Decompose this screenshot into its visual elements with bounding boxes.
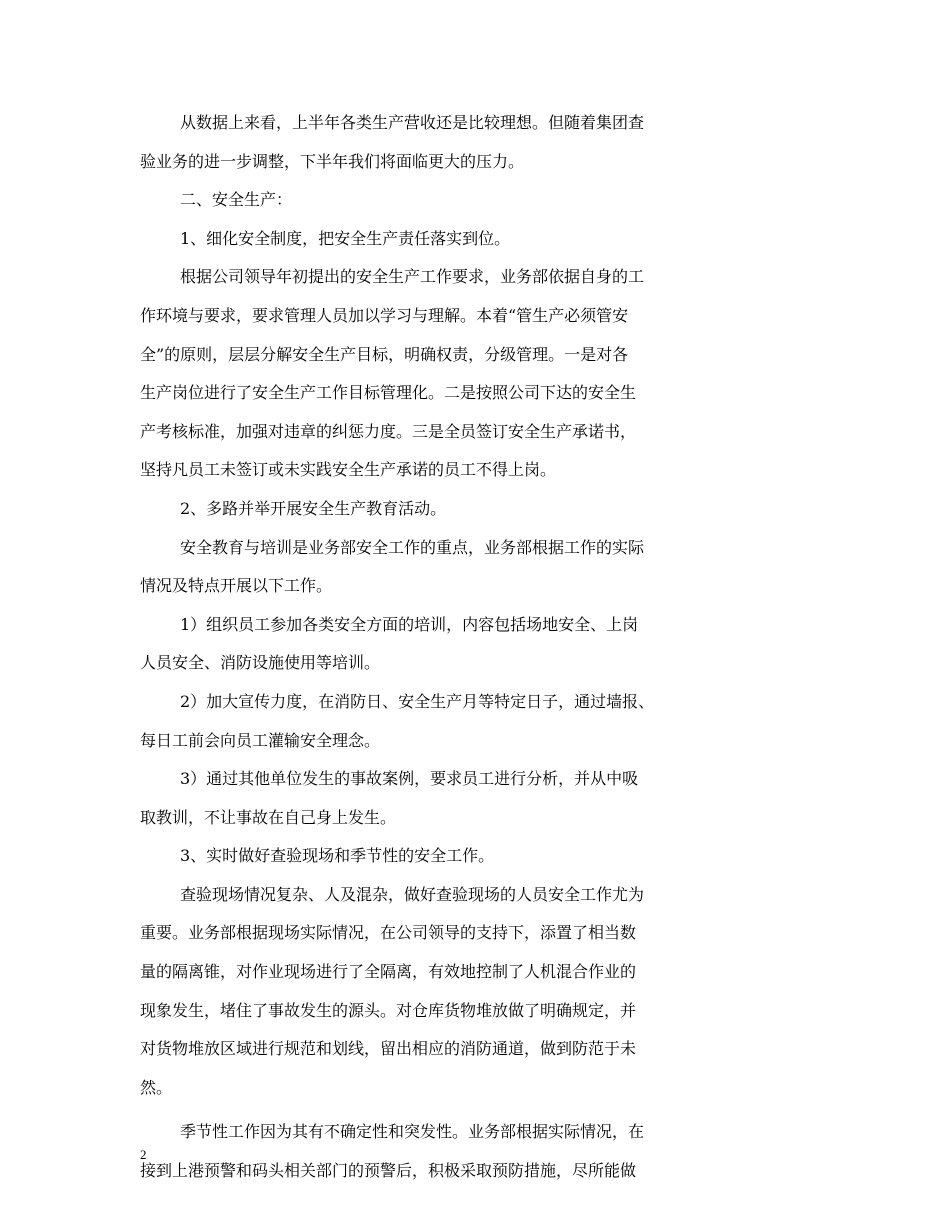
text-line: 生产岗位进行了安全生产工作目标管理化。二是按照公司下达的安全生 (140, 383, 637, 403)
text-line: 全”的原则，层层分解安全生产目标，明确权责，分级管理。一是对各 (140, 344, 629, 364)
text-line: 从数据上来看，上半年各类生产营收还是比较理想。但随着集团查 (180, 113, 645, 132)
text-line: 安全教育与培训是业务部安全工作的重点，业务部根据工作的实际 (180, 537, 645, 557)
subsection-heading: 1、细化安全制度，把安全生产责任落实到位。 (180, 228, 511, 248)
text-line: 根据公司领导年初提出的安全生产工作要求，业务部依据自身的工 (180, 267, 645, 287)
text-line: 产考核标准，加强对违章的纠惩力度。三是全员签订安全生产承诺书， (140, 421, 637, 441)
text-line: 每日工前会向员工灌输安全理念。 (140, 730, 381, 750)
text-line: 量的隔离锥，对作业现场进行了全隔离，有效地控制了人机混合作业的 (140, 962, 637, 982)
text-line: 验业务的进一步调整，下半年我们将面临更大的压力。 (140, 151, 525, 171)
text-line: 取教训，不让事故在自己身上发生。 (140, 807, 397, 827)
text-line: 作环境与要求，要求管理人员加以学习与理解。本着“管生产必须管安 (140, 305, 629, 325)
text-line: 重要。业务部根据现场实际情况，在公司领导的支持下，添置了相当数 (140, 923, 637, 943)
text-line: 接到上港预警和码头相关部门的预警后，积极采取预防措施，尽所能做 (140, 1161, 637, 1181)
subsection-heading: 2、多路并举开展安全生产教育活动。 (180, 498, 447, 518)
document-body (140, 110, 820, 1197)
text-line: 查验现场情况复杂、人及混杂，做好查验现场的人员安全工作尤为 (180, 884, 645, 904)
text-line: 人员安全、消防设施使用等培训。 (140, 653, 381, 673)
subsection-heading: 3、实时做好查验现场和季节性的安全工作。 (180, 846, 495, 866)
text-line: 然。 (140, 1077, 173, 1097)
section-heading: 二、安全生产： (180, 190, 293, 210)
text-line: 对货物堆放区域进行规范和划线，留出相应的消防通道，做到防范于未 (140, 1039, 637, 1059)
text-line: 季节性工作因为其有不确定性和突发性。业务部根据实际情况，在 (180, 1122, 645, 1142)
text-line: 现象发生，堵住了事故发生的源头。对仓库货物堆放做了明确规定，并 (140, 1000, 637, 1020)
list-item: 1）组织员工参加各类安全方面的培训，内容包括场地安全、上岗 (180, 614, 639, 634)
page-number: 2 (140, 1147, 147, 1162)
list-item: 3）通过其他单位发生的事故案例，要求员工进行分析，并从中吸 (180, 769, 639, 789)
text-line: 情况及特点开展以下工作。 (140, 576, 333, 596)
text-line: 坚持凡员工未签订或未实践安全生产承诺的员工不得上岗。 (140, 460, 557, 480)
list-item: 2）加大宣传力度，在消防日、安全生产月等特定日子，通过墙报、 (180, 691, 655, 711)
